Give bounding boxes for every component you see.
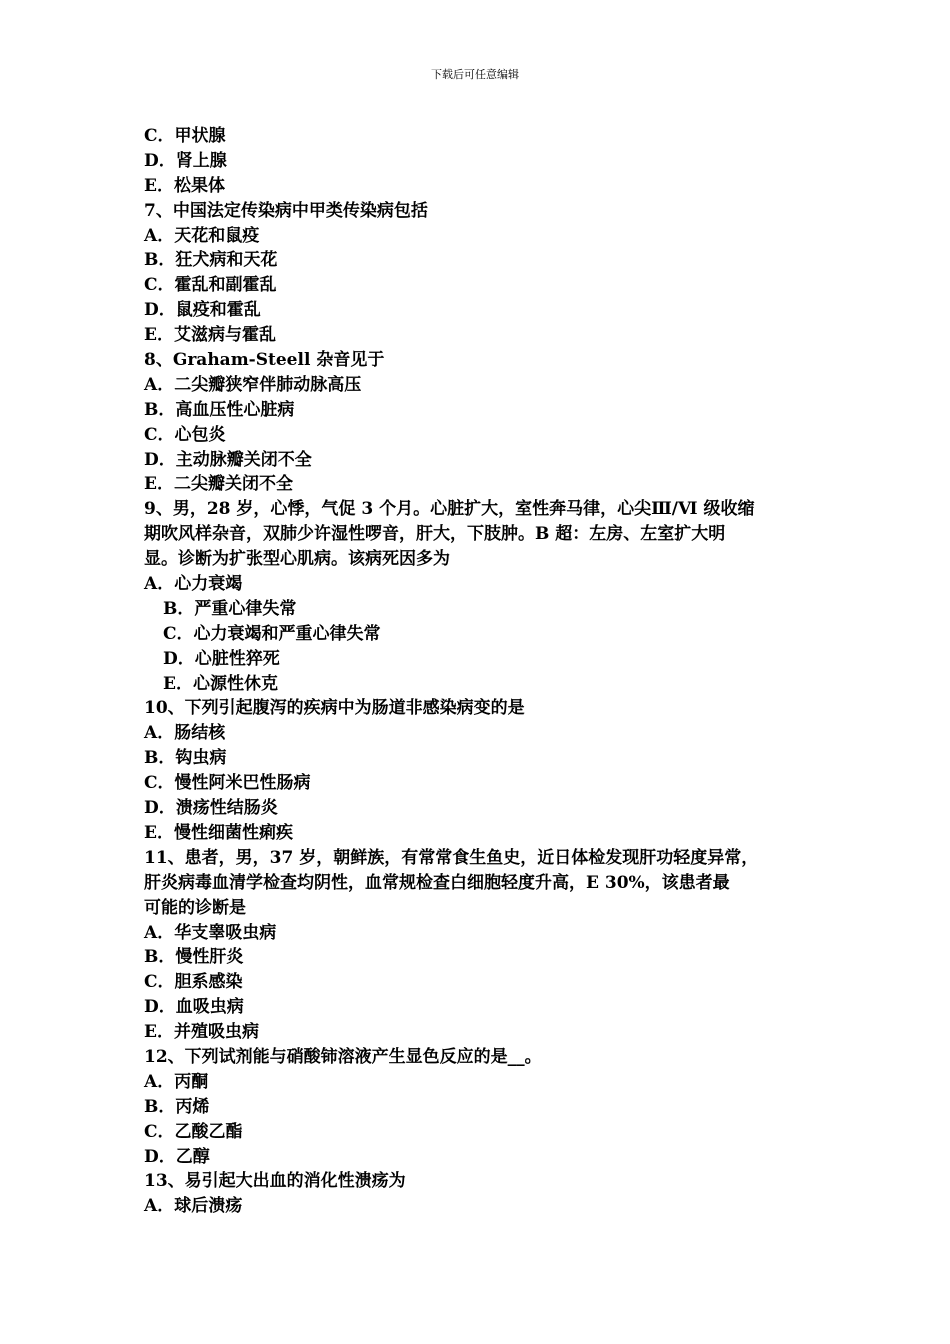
answer-option: A．天花和鼠疫	[144, 225, 260, 246]
page-header: 下载后可任意编辑	[431, 68, 519, 81]
question-8: 8、Graham-Steell 杂音见于	[144, 350, 385, 371]
answer-option: C．心包炎	[144, 424, 226, 445]
question-9: 9、男，28 岁，心悸，气促 3 个月。心脏扩大，室性奔马律，心尖Ⅲ/Ⅵ 级收缩	[144, 499, 755, 520]
answer-option: C．乙酸乙酯	[144, 1121, 243, 1142]
question-7: 7、中国法定传染病中甲类传染病包括	[144, 200, 428, 221]
answer-option: A．球后溃疡	[144, 1196, 243, 1217]
answer-option: E．艾滋病与霍乱	[144, 325, 276, 346]
answer-option: B．慢性肝炎	[144, 947, 244, 968]
answer-option: C．甲状腺	[144, 126, 226, 146]
answer-option: E．慢性细菌性痢疾	[144, 822, 293, 843]
answer-option: B．狂犬病和天花	[144, 250, 278, 271]
question-12: 12、下列试剂能与硝酸铈溶液产生显色反应的是__。	[144, 1046, 542, 1067]
answer-option: D．乙醇	[144, 1146, 210, 1167]
question-10: 10、下列引起腹泻的疾病中为肠道非感染病变的是	[144, 698, 525, 719]
answer-option: A．二尖瓣狭窄伴肺动脉高压	[144, 374, 362, 395]
answer-option: B．丙烯	[144, 1096, 210, 1117]
answer-option: E．心源性休克	[163, 673, 278, 694]
answer-option: E．二尖瓣关闭不全	[144, 474, 293, 495]
document-body	[144, 124, 816, 1219]
answer-option: E．松果体	[144, 175, 225, 196]
answer-option: D．肾上腺	[144, 150, 227, 171]
question-11: 11、患者，男，37 岁，朝鲜族，有常常食生鱼史，近日体检发现肝功轻度异常，	[144, 847, 759, 868]
question-13: 13、易引起大出血的消化性溃疡为	[144, 1171, 406, 1192]
question-9-continued: 期吹风样杂音，双肺少许湿性啰音，肝大，下肢肿。B 超：左房、左室扩大明	[144, 524, 726, 545]
answer-option: C．慢性阿米巴性肠病	[144, 773, 311, 794]
answer-option: B．钩虫病	[144, 748, 227, 769]
answer-option: E．并殖吸虫病	[144, 1022, 259, 1043]
question-11-continued: 肝炎病毒血清学检查均阴性，血常规检查白细胞轻度升高，E 30%，该患者最	[144, 872, 730, 893]
answer-option: D．主动脉瓣关闭不全	[144, 449, 312, 470]
answer-option: C．心力衰竭和严重心律失常	[163, 623, 381, 644]
answer-option: A．心力衰竭	[144, 574, 243, 595]
answer-option: A．华支睾吸虫病	[144, 922, 277, 943]
question-11-continued: 可能的诊断是	[144, 897, 246, 918]
answer-option: D．心脏性猝死	[163, 648, 280, 669]
answer-option: D．鼠疫和霍乱	[144, 300, 261, 321]
answer-option: B．严重心律失常	[163, 598, 297, 619]
answer-option: D．溃疡性结肠炎	[144, 798, 278, 819]
answer-option: A．丙酮	[144, 1071, 209, 1092]
answer-option: A．肠结核	[144, 723, 226, 744]
answer-option: C．霍乱和副霍乱	[144, 275, 277, 296]
answer-option: C．胆系感染	[144, 972, 243, 993]
question-9-continued: 显。诊断为扩张型心肌病。该病死因多为	[144, 549, 450, 570]
answer-option: D．血吸虫病	[144, 997, 244, 1018]
answer-option: B．高血压性心脏病	[144, 399, 295, 420]
